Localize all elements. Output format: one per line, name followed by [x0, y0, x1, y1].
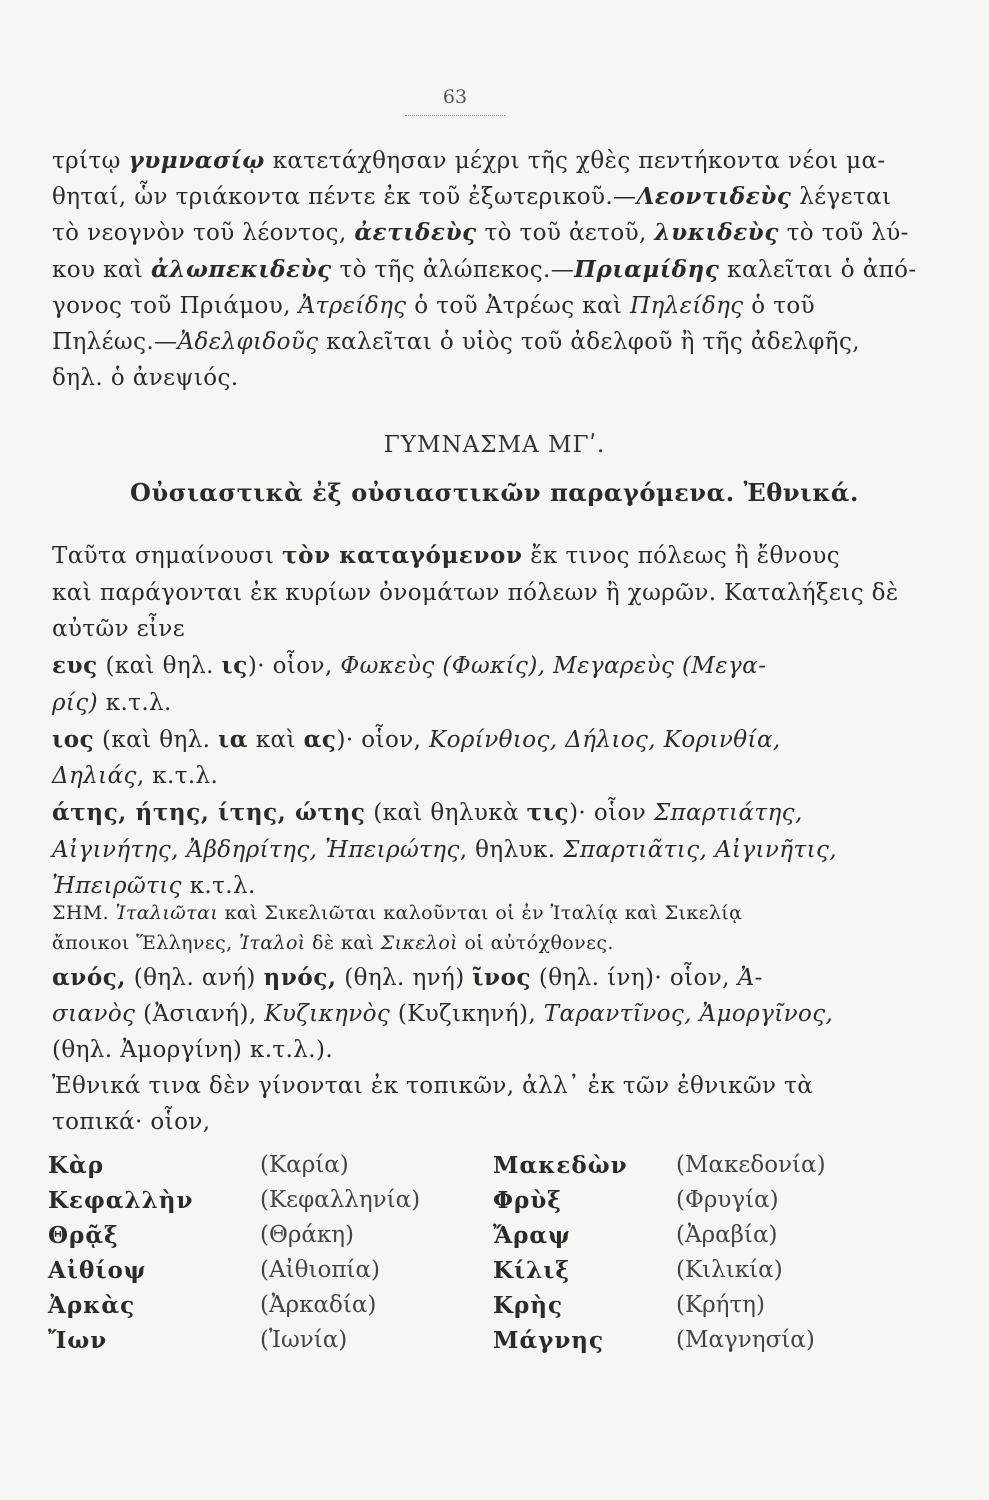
text-run: Ἐθνικά τινα δὲν γίνονται ἐκ τοπικῶν, ἀλλ᾽ ἐκ τῶν ἐθνικῶν τὰ: [52, 1073, 814, 1099]
text-line: [52, 871, 858, 901]
italic-term: Σπαρτιᾶτις, Αἰγινῆτις,: [563, 836, 837, 863]
text-run: οἱ αὐτόχθονες.: [458, 932, 614, 954]
ethnic-name: Μακεδὼν: [493, 1152, 628, 1179]
text-line: [52, 255, 917, 285]
text-run: κατετάχθησαν μέχρι τῆς χθὲς πεντήκοντα νέοι μα-: [264, 148, 886, 174]
bold-term: ἀετιδεὺς: [354, 219, 477, 247]
ethnic-name: Αἰθίοψ: [48, 1257, 147, 1284]
text-run: καὶ: [248, 726, 304, 753]
italic-term: Ταραντῖνος, Ἀμοργῖνος,: [543, 1001, 834, 1027]
text-run: δηλ. ὁ ἀνεψιός.: [52, 365, 239, 392]
italic-term: Ἀτρείδης: [298, 292, 407, 319]
text-line: [52, 798, 858, 828]
text-run: καὶ παράγονται ἐκ κυρίων ὀνομάτων πόλεων ἢ χωρῶν. Καταλήξεις δὲ: [52, 579, 899, 606]
italic-term: Φωκεὺς (Φωκίς), Μεγαρεὺς (Μεγα-: [340, 653, 767, 680]
table-row: [48, 1187, 848, 1221]
text-run: (καὶ θηλυκὰ: [365, 799, 527, 826]
italic-term: Κορίνθιος, Δήλιος, Κορινθία,: [429, 726, 781, 753]
text-line: [52, 1071, 858, 1101]
place-name: (Κιλικία): [676, 1257, 783, 1283]
note-line: [52, 898, 858, 928]
bold-term: ιος: [52, 725, 95, 753]
text-run: Ταῦτα σημαίνουσι: [52, 543, 283, 569]
place-name: (Κρήτη): [676, 1292, 765, 1318]
text-run: γονος τοῦ Πριάμου,: [52, 292, 299, 319]
text-run: λέγεται: [791, 184, 892, 211]
ethnic-name: Ἄραψ: [493, 1222, 571, 1249]
ethnic-name: Φρὺξ: [493, 1187, 562, 1214]
place-name: (Φρυγία): [676, 1187, 779, 1213]
bold-term: Λεοντιδεὺς: [636, 183, 792, 211]
text-run: κ.τ.λ.: [181, 873, 256, 900]
place-name: (Αἰθιοπία): [260, 1257, 380, 1283]
place-name: (Κεφαλληνία): [260, 1187, 421, 1213]
text-run: τὸ νεογνὸν τοῦ λέοντος,: [52, 220, 355, 247]
text-run: (θηλ. ίνη)· οἷον,: [531, 965, 738, 991]
text-run: καὶ Σικελιῶται καλοῦνται οἱ ἐν Ἰταλίᾳ καὶ Σικελίᾳ: [218, 902, 743, 924]
text-run: (καὶ θηλ.: [97, 653, 222, 680]
text-run: τὸ τοῦ λύ-: [778, 220, 909, 247]
ethnic-name: Ἴων: [48, 1327, 108, 1354]
ethnic-name: Μάγνης: [493, 1327, 605, 1354]
italic-term: Κυζικηνὸς: [264, 1001, 391, 1027]
text-run: ΣΗΜ.: [52, 902, 116, 924]
text-run: (καὶ θηλ.: [94, 726, 219, 753]
note-line: [52, 928, 858, 958]
text-line: [52, 963, 858, 993]
bold-term: Πριαμίδης: [574, 255, 720, 283]
text-run: αὐτῶν εἶνε: [52, 616, 186, 643]
table-row: [48, 1292, 848, 1326]
text-run: ὁ τοῦ: [743, 292, 815, 319]
bold-term: ἀλωπεκιδεὺς: [150, 255, 332, 283]
text-run: , κ.τ.λ.: [136, 763, 219, 790]
italic-term: Ἠπειρῶτις: [52, 873, 182, 900]
bold-term: τὸν καταγόμενον: [282, 542, 523, 569]
text-run: )· οἷον: [569, 799, 654, 826]
place-name: (Μακεδονία): [676, 1152, 826, 1178]
text-run: κου καὶ: [52, 256, 151, 283]
italic-term: Ἰταλιῶται: [115, 902, 219, 924]
text-line: [52, 363, 858, 393]
place-name: (Ἀραβία): [676, 1222, 778, 1248]
italic-term: Σικελοὶ: [380, 932, 459, 954]
exercise-title: ΓΥΜΝΑΣΜΑ ΜΓʹ.: [383, 432, 606, 458]
text-line: [52, 761, 858, 791]
text-run: (θηλ. ανή): [126, 965, 264, 991]
italic-term: Ἀ-: [737, 965, 763, 991]
place-name: (Θράκη): [260, 1222, 355, 1248]
table-row: [48, 1222, 848, 1256]
text-line: [52, 725, 858, 755]
bold-term: ια: [218, 725, 249, 753]
section-title: Οὐσιαστικὰ ἐξ οὐσιαστικῶν παραγόμενα. Ἐθνικά.: [130, 478, 859, 507]
ethnic-name: Κρὴς: [493, 1292, 564, 1319]
text-run: (Ἀσιανή),: [135, 1001, 265, 1027]
italic-term: Ἀδελφιδοῦς: [177, 329, 319, 355]
text-run: δὲ καὶ: [305, 932, 381, 954]
place-name: (Ἰωνία): [260, 1327, 348, 1353]
text-line: [52, 146, 886, 176]
italic-term: Δηλιάς: [52, 763, 137, 790]
text-run: )· οἷον,: [247, 653, 341, 680]
text-run: τρίτῳ: [52, 148, 129, 174]
text-run: (Κυζικηνή),: [390, 1001, 544, 1027]
page-number-rule: [405, 115, 505, 116]
text-run: Πηλέως.—: [52, 329, 178, 355]
italic-term: Αἰγινήτης, Ἀβδηρίτης, Ἠπειρώτης: [52, 836, 460, 863]
text-line: [52, 291, 858, 321]
text-run: τὸ τῆς ἀλώπεκος.—: [331, 256, 575, 283]
text-line: [52, 218, 909, 248]
text-run: τοπικά· οἷον,: [52, 1109, 211, 1135]
bold-term: ας: [303, 725, 337, 753]
text-line: [52, 1035, 858, 1065]
text-run: ὁ τοῦ Ἀτρέως καὶ: [406, 292, 631, 319]
text-line: [52, 835, 858, 865]
text-line: [52, 688, 858, 718]
ethnic-name: Κεφαλλὴν: [48, 1187, 194, 1214]
bold-term: ηνός,: [263, 964, 337, 991]
bold-term: ευς: [52, 652, 98, 680]
text-run: καλεῖται ὁ υἱὸς τοῦ ἀδελφοῦ ἢ τῆς ἀδελφῆς,: [318, 329, 860, 355]
text-run: (θηλ. Ἀμοργίνη) κ.τ.λ.).: [52, 1037, 334, 1063]
table-row: [48, 1257, 848, 1291]
text-line: [52, 651, 858, 681]
place-name: (Καρία): [260, 1152, 349, 1178]
place-name: (Ἀρκαδία): [260, 1292, 377, 1318]
bold-term: ανός,: [52, 964, 127, 991]
text-line: [52, 327, 858, 357]
bold-term: άτης, ήτης, ίτης, ώτης: [52, 798, 366, 826]
text-line: [52, 614, 858, 644]
text-run: τὸ τοῦ ἀετοῦ,: [476, 220, 655, 247]
italic-term: Ἰταλοὶ: [239, 932, 306, 954]
ethnic-name: Θρᾷξ: [48, 1222, 119, 1249]
bold-term: ῖνος: [472, 964, 532, 991]
table-row: [48, 1327, 848, 1361]
bold-term: τις: [526, 798, 570, 826]
text-run: (θηλ. ηνή): [336, 965, 473, 991]
text-line: [52, 541, 858, 571]
bold-term: γυμνασίῳ: [128, 147, 265, 174]
text-line: [52, 182, 892, 212]
ethnic-name: Κὰρ: [48, 1152, 104, 1179]
page-number: 63: [442, 86, 468, 108]
text-line: [52, 999, 858, 1029]
ethnic-name: Κίλιξ: [493, 1257, 570, 1284]
bold-term: ις: [221, 652, 248, 680]
text-run: ἄποικοι Ἕλληνες,: [52, 932, 240, 954]
text-run: καλεῖται ὁ ἀπό-: [719, 256, 917, 283]
text-line: [52, 1107, 858, 1137]
text-run: θηταί, ὧν τριάκοντα πέντε ἐκ τοῦ ἐξωτερικοῦ.—: [52, 184, 637, 211]
text-line: [52, 578, 899, 608]
italic-term: σιανὸς: [52, 1001, 136, 1027]
place-name: (Μαγνησία): [676, 1327, 815, 1353]
bold-term: λυκιδεὺς: [654, 219, 779, 247]
italic-term: Πηλείδης: [630, 292, 744, 319]
text-run: ἔκ τινος πόλεως ἢ ἔθνους: [522, 543, 841, 569]
italic-term: ρίς): [52, 689, 98, 716]
ethnic-name: Ἀρκὰς: [48, 1292, 136, 1319]
text-run: )· οἷον,: [336, 726, 430, 753]
italic-term: Σπαρτιάτης,: [653, 799, 803, 826]
text-run: , θηλυκ.: [459, 836, 564, 863]
text-run: κ.τ.λ.: [98, 689, 172, 716]
table-row: [48, 1152, 848, 1186]
